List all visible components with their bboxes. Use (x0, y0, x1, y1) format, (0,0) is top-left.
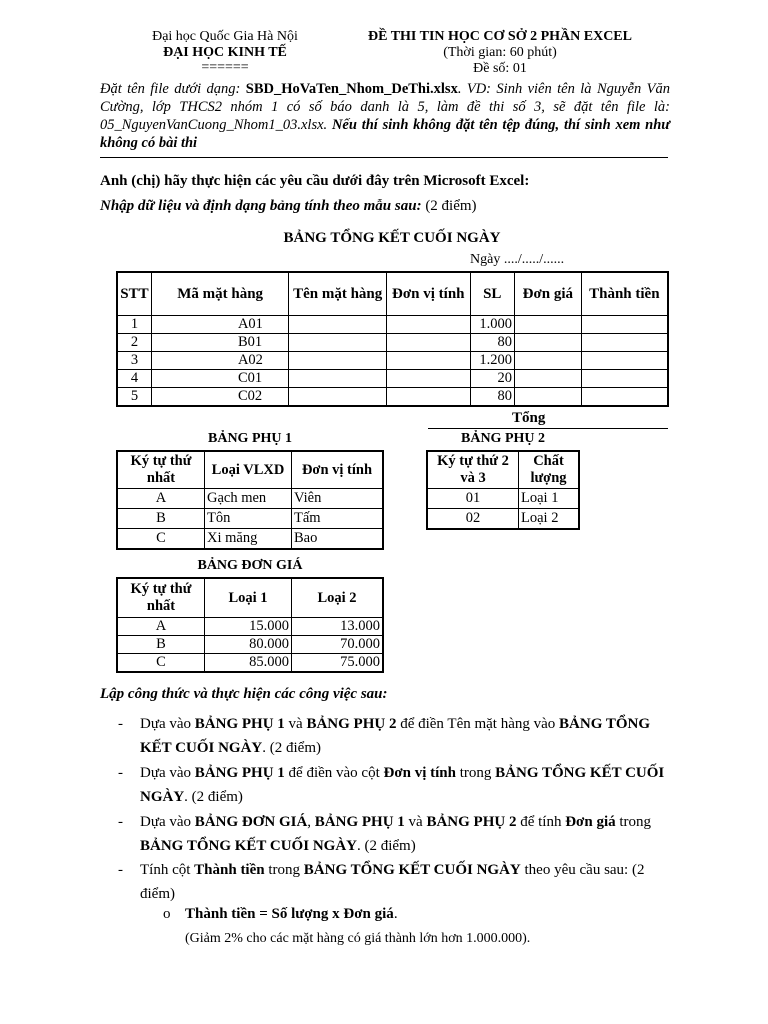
price-col-type1: Loại 1 (205, 578, 292, 618)
aux1-cell-char: C (117, 529, 205, 550)
cell-item-name (289, 334, 387, 352)
sub-bullet-formula (185, 906, 398, 923)
col-quantity: SL (470, 272, 515, 316)
table-row (117, 334, 668, 352)
cell-item-name (289, 388, 387, 407)
cell-stt: 1 (117, 316, 151, 334)
col-item-code: Mã mặt hàng (151, 272, 288, 316)
cell-unit-price (515, 334, 582, 352)
cell-quantity: 1.000 (470, 316, 515, 334)
price-cell-type1: 85.000 (205, 654, 292, 673)
price-col-type2: Loại 2 (292, 578, 384, 618)
aux2-cell-chars: 01 (427, 489, 519, 509)
text-bold: BẢNG PHỤ 1 (194, 716, 285, 732)
price-cell-type2: 13.000 (292, 618, 384, 636)
text: trong (264, 862, 304, 878)
cell-item-name (289, 316, 387, 334)
task-item-2 (140, 761, 680, 809)
task1-points: (2 điểm) (421, 198, 477, 214)
table-row (117, 618, 383, 636)
aux2-cell-quality: Loại 2 (519, 509, 580, 530)
cell-item-name (289, 370, 387, 388)
header-divider: ====== (201, 60, 249, 75)
cell-total (581, 352, 668, 370)
exam-title: ĐỀ THI TIN HỌC CƠ SỞ 2 PHẦN EXCEL (368, 29, 632, 44)
university-name: Đại học Quốc Gia Hà Nội (152, 29, 298, 44)
text-bold: BẢNG TỔNG KẾT CUỐI NGÀY (140, 765, 665, 805)
aux2-title: BẢNG PHỤ 2 (461, 431, 545, 446)
cell-unit-price (515, 316, 582, 334)
text: trong (456, 765, 496, 781)
file-naming-instructions (100, 80, 670, 152)
task-item-3 (140, 810, 680, 858)
price-cell-char: A (117, 618, 205, 636)
total-label: Tổng (512, 410, 546, 426)
cell-total (581, 316, 668, 334)
table-row (117, 509, 383, 529)
bullet-dash: - (118, 765, 123, 781)
total-underline (428, 428, 668, 429)
text: Dựa vào (140, 765, 195, 781)
text: để điền Tên mặt hàng vào (396, 716, 560, 732)
cell-unit-price (515, 370, 582, 388)
text-bold: BẢNG ĐƠN GIÁ (194, 814, 308, 830)
cell-item-code: C02 (151, 388, 288, 407)
text: . (2 điểm) (184, 789, 243, 805)
table-row (117, 654, 383, 673)
text-bold: BẢNG PHỤ 2 (306, 716, 397, 732)
cell-quantity: 80 (470, 388, 515, 407)
text: , (307, 814, 315, 830)
main-table-date: Ngày ..../...../...... (470, 252, 565, 267)
cell-total (581, 334, 668, 352)
text: và (404, 814, 427, 830)
cell-stt: 5 (117, 388, 151, 407)
text-bold: BẢNG TỔNG KẾT CUỐI NGÀY (140, 838, 357, 854)
discount-note: (Giảm 2% cho các mặt hàng có giá thành lớn hơn 1.000.000). (185, 931, 531, 946)
aux1-col-unit: Đơn vị tính (292, 451, 384, 489)
aux1-col-char: Ký tự thứ nhất (117, 451, 205, 489)
price-cell-type1: 80.000 (205, 636, 292, 654)
aux1-cell-type: Xi măng (205, 529, 292, 550)
cell-unit (387, 388, 470, 407)
col-total: Thành tiền (581, 272, 668, 316)
text: Tính cột (140, 862, 195, 878)
cell-item-code: A01 (151, 316, 288, 334)
cell-unit (387, 316, 470, 334)
cell-unit (387, 334, 470, 352)
text-bold: BẢNG TỔNG KẾT CUỐI NGÀY (140, 716, 651, 756)
text-bold: BẢNG PHỤ 1 (194, 765, 285, 781)
aux1-cell-unit: Viên (292, 489, 384, 509)
aux2-col-chars: Ký tự thứ 2 và 3 (427, 451, 519, 489)
formula-period: . (393, 906, 398, 922)
text-bold: BẢNG PHỤ 2 (426, 814, 517, 830)
text: Dựa vào (140, 716, 195, 732)
text: Dựa vào (140, 814, 195, 830)
text-bold: BẢNG PHỤ 1 (314, 814, 405, 830)
task-item-1 (140, 712, 680, 760)
table-row (427, 509, 579, 530)
exam-duration: (Thời gian: 60 phút) (443, 45, 557, 60)
main-table-title: BẢNG TỔNG KẾT CUỐI NGÀY (283, 230, 501, 246)
cell-stt: 4 (117, 370, 151, 388)
aux1-cell-type: Tôn (205, 509, 292, 529)
table-row (117, 352, 668, 370)
text: . (2 điểm) (356, 838, 416, 854)
aux1-title: BẢNG PHỤ 1 (208, 431, 292, 446)
task1-label: Nhập dữ liệu và định dạng bảng tính theo mẫu sau: (100, 198, 422, 214)
cell-item-code: A02 (151, 352, 288, 370)
instructions-rule (100, 157, 668, 158)
price-cell-type2: 70.000 (292, 636, 384, 654)
cell-item-name (289, 352, 387, 370)
bullet-dash: - (118, 862, 123, 878)
cell-unit (387, 370, 470, 388)
formula-text: Thành tiền = Số lượng x Đơn giá (185, 906, 394, 922)
aux1-cell-unit: Tấm (292, 509, 384, 529)
instr-part1: Đặt tên file dưới dạng: (100, 81, 246, 97)
aux2-cell-quality: Loại 1 (519, 489, 580, 509)
cell-item-code: C01 (151, 370, 288, 388)
cell-unit-price (515, 388, 582, 407)
text: để điền vào cột (284, 765, 384, 781)
task-intro: Anh (chị) hãy thực hiện các yêu cầu dưới đây trên Microsoft Excel: (100, 173, 530, 189)
price-cell-char: B (117, 636, 205, 654)
text: để tính (516, 814, 566, 830)
bullet-dash: - (118, 716, 123, 732)
instr-example: . VD: Sinh viên tên là Nguyễn Văn Cường, lớp THCS2 nhóm 1 có số báo danh là 5, làm đề thi số 3, sẽ đặt tên file là: 05_NguyenVanCuong_Nhom1_03.xlsx. (100, 81, 670, 133)
cell-total (581, 370, 668, 388)
task-item-4 (140, 858, 680, 906)
aux1-col-type: Loại VLXD (205, 451, 292, 489)
price-col-char: Ký tự thứ nhất (117, 578, 205, 618)
summary-table-header (117, 272, 668, 316)
table-row (427, 489, 579, 509)
aux2-cell-chars: 02 (427, 509, 519, 530)
text: . (2 điểm) (262, 740, 321, 756)
price-table (116, 577, 384, 673)
aux1-cell-type: Gạch men (205, 489, 292, 509)
cell-total (581, 388, 668, 407)
col-unit: Đơn vị tính (387, 272, 470, 316)
table-row (117, 316, 668, 334)
price-cell-char: C (117, 654, 205, 673)
text-bold: BẢNG TỔNG KẾT CUỐI NGÀY (303, 862, 521, 878)
text-bold: Đơn vị tính (383, 765, 456, 781)
summary-table (116, 271, 669, 407)
aux-table-1 (116, 450, 384, 550)
text-bold: Đơn giá (565, 814, 616, 830)
text-bold: Thành tiền (194, 862, 265, 878)
price-cell-type2: 75.000 (292, 654, 384, 673)
col-unit-price: Đơn giá (515, 272, 582, 316)
table-row (117, 388, 668, 407)
table-row (117, 529, 383, 550)
cell-unit-price (515, 352, 582, 370)
col-item-name: Tên mặt hàng (289, 272, 387, 316)
table-row (117, 370, 668, 388)
bullet-dash: - (118, 814, 123, 830)
table-row (117, 636, 383, 654)
section2-title: Lập công thức và thực hiện các công việc sau: (100, 686, 388, 702)
text: trong (615, 814, 652, 830)
instr-warning: Nếu thí sinh không đặt tên tệp đúng, thí sinh xem như không có bài thi (100, 117, 670, 151)
col-stt: STT (117, 272, 151, 316)
task1-heading (100, 198, 477, 215)
price-cell-type1: 15.000 (205, 618, 292, 636)
cell-quantity: 1.200 (470, 352, 515, 370)
aux1-cell-char: A (117, 489, 205, 509)
aux1-cell-char: B (117, 509, 205, 529)
cell-stt: 2 (117, 334, 151, 352)
cell-quantity: 80 (470, 334, 515, 352)
cell-unit (387, 352, 470, 370)
aux1-cell-unit: Bao (292, 529, 384, 550)
instr-filename: SBD_HoVaTen_Nhom_DeThi.xlsx (245, 81, 458, 97)
cell-quantity: 20 (470, 370, 515, 388)
faculty-name: ĐẠI HỌC KINH TẾ (163, 45, 287, 60)
text: theo yêu cầu sau: (2 điểm) (140, 862, 645, 902)
price-table-title: BẢNG ĐƠN GIÁ (197, 558, 303, 573)
cell-item-code: B01 (151, 334, 288, 352)
sub-bullet-marker: o (163, 906, 171, 922)
text: và (284, 716, 307, 732)
aux2-col-quality: Chất lượng (519, 451, 580, 489)
cell-stt: 3 (117, 352, 151, 370)
aux-table-2 (426, 450, 580, 530)
table-row (117, 489, 383, 509)
exam-number: Đề số: 01 (473, 61, 527, 76)
